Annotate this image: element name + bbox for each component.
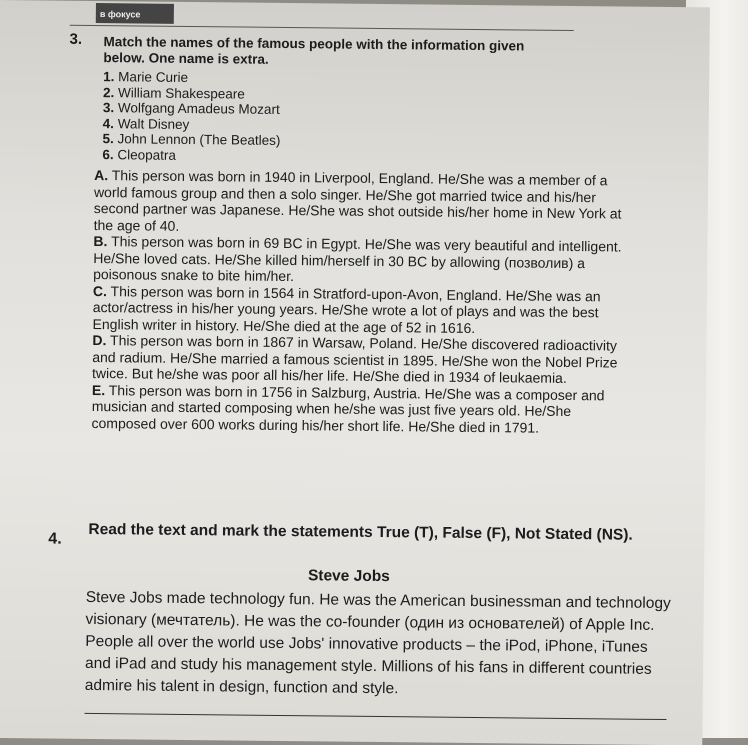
header-divider bbox=[70, 25, 574, 31]
q4-number: 4. bbox=[48, 530, 62, 548]
q3-number: 3. bbox=[69, 30, 83, 48]
list-item: 6. Cleopatra bbox=[102, 146, 177, 163]
paragraph-e: E. This person was born in 1756 in Salzburg, Austria. He/She was a composer and musician and started composing when he/she was just five years old. He/She composed over 600 works during his/her short life. He/She died in 1791. bbox=[91, 381, 605, 436]
biographies bbox=[91, 167, 624, 437]
q4-title: Read the text and mark the statements True (T), False (F), Not Stated (NS). bbox=[88, 520, 633, 544]
paragraph-c: C. This person was born in 1564 in Stratford-upon-Avon, England. He/She was an actor/actress in his/her young years. He/She wrote a lot of plays and was the best English writer in history. He/She died at the age of 52 in 1616. bbox=[92, 282, 601, 336]
q3-title-line2: below. One name is extra. bbox=[103, 50, 269, 67]
list-item: 5. John Lennon (The Beatles) bbox=[102, 131, 281, 148]
list-item: 2. William Shakespeare bbox=[102, 84, 245, 102]
list-item: 3. Wolfgang Amadeus Mozart bbox=[102, 100, 280, 117]
bottom-divider bbox=[85, 713, 667, 720]
story-text: Steve Jobs made technology fun. He was the American businessman and technology visionary (мечтатель). He was the co-founder (один из основателей) of Apple Inc. People all over the world use Jobs' innovative products – the iPod, iPhone, iTunes and iPad and study his management style. Millions of his fans in different countries admire his talent in design, function and style. bbox=[84, 588, 671, 698]
list-item: 4. Walt Disney bbox=[102, 115, 190, 132]
names-list bbox=[102, 69, 281, 164]
paragraph-d: D. This person was born in 1867 in Warsaw, Poland. He/She discovered radioactivity and radium. He/She married a famous scientist in 1895. He/She won the Nobel Prize twice. But he/she was poor all his/her life. He/She died in 1934 of leukaemia. bbox=[92, 331, 618, 386]
list-item: 1. Marie Curie bbox=[103, 69, 189, 85]
q3-title-line1: Match the names of the famous people with the information given bbox=[103, 34, 525, 54]
paragraph-a: A. This person was born in 1940 in Liverpool, England. He/She was a member of a world famous group and then a solo singer. He/She got married twice and his/her second partner was Japanese. He/She was shot outside his/her home in New York at the age of 40. bbox=[93, 166, 622, 234]
paragraph-b: B. This person was born in 69 BC in Egypt. He/She was very beautiful and intelligent. He/She loved cats. He/She killed him/herself in 30 BC by allowing (позволив) a poisonous snake to bite him/her. bbox=[93, 232, 622, 285]
publisher-logo: в фокусе bbox=[96, 3, 174, 24]
story-title: Steve Jobs bbox=[307, 567, 390, 586]
